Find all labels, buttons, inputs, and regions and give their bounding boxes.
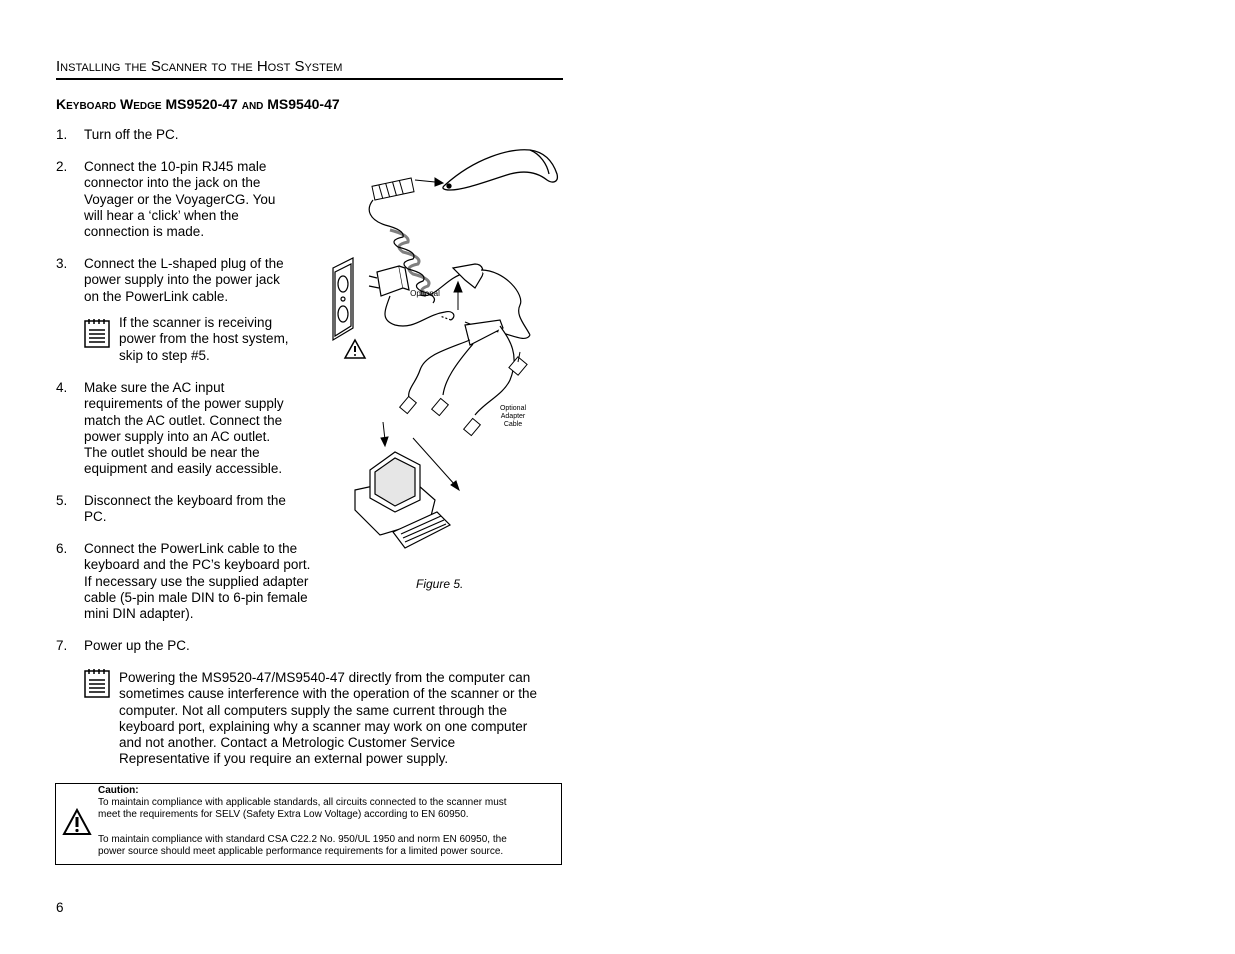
step-number: 2. (56, 159, 68, 174)
step-text: Power up the PC. (84, 638, 190, 653)
rj45-connector-icon (372, 178, 414, 200)
scanner-icon (443, 150, 557, 190)
adapter-label-line-1: Optional (499, 405, 527, 412)
step-number: 7. (56, 638, 68, 653)
step-number: 3. (56, 256, 68, 271)
note-icon (84, 668, 110, 698)
note-1 (84, 315, 289, 363)
warning-icon (62, 808, 92, 836)
note-icon (84, 318, 110, 348)
cable-splitter-icon (409, 320, 515, 415)
wall-outlet-icon (333, 258, 353, 340)
adapter-label-line-2: Adapter (500, 413, 526, 420)
note-2 (84, 668, 537, 767)
note-text: Powering the MS9520-47/MS9540-47 directly from the computer can sometimes cause interference with the operation of the scanner or the computer. Not all computers supply the same current through the keyboard port, explaining why a scanner may work on one computer and not another. Contact a Metrologic Customer Service Representative if you require an external power supply. (119, 670, 537, 767)
warning-icon (345, 340, 365, 358)
step-text: Connect the 10-pin RJ45 male connector into the jack on the Voyager or the VoyagerCG. You will hear a ‘click’ when the connection is made. (84, 159, 276, 240)
figure-caption: Figure 5. (416, 577, 464, 591)
sub-title: Keyboard Wedge MS9520-47 and MS9540-47 (56, 96, 340, 112)
caution-heading: Caution: (98, 785, 139, 796)
step-number: 4. (56, 380, 68, 395)
connect-arrow (415, 178, 443, 186)
section-title: Installing the Scanner to the Host System (56, 58, 563, 80)
caution-text: Caution: To maintain compliance with applicable standards, all circuits connected to the scanner must meet the requirements for SELV (Safety Extra Low Voltage) according to EN 60950. To maintain compliance with standard CSA C22.2 No. 950/UL 1950 and norm EN 60950, the power source should meet applicable performance requirements for a limited power source. (98, 785, 558, 858)
page-number: 6 (56, 900, 64, 915)
step-text: Make sure the AC input requirements of the power supply match the AC outlet. Connect the power supply into an AC outlet. The outlet should be near the equipment and easily accessible. (84, 380, 284, 477)
step-text: Turn off the PC. (84, 127, 179, 142)
note-text: If the scanner is receiving power from the host system, skip to step #5. (119, 315, 289, 363)
power-jack-arrow (454, 282, 462, 310)
pc-computer-icon (355, 452, 450, 548)
step-number: 1. (56, 127, 68, 142)
step-text: Disconnect the keyboard from the PC. (84, 493, 286, 525)
step-text: Connect the PowerLink cable to the keyboard and the PC’s keyboard port. If necessary use the supplied adapter cable (5-pin male DIN to 6-pin female mini DIN adapter). (84, 541, 311, 622)
step-number: 6. (56, 541, 68, 556)
caution-box (55, 783, 562, 865)
step-number: 5. (56, 493, 68, 508)
optional-label: Optional (410, 289, 440, 298)
step-text: Connect the L-shaped plug of the power supply into the power jack on the PowerLink cable. (84, 256, 284, 304)
figure-5-illustration (325, 140, 565, 560)
adapter-label-line-3: Cable (503, 421, 523, 428)
